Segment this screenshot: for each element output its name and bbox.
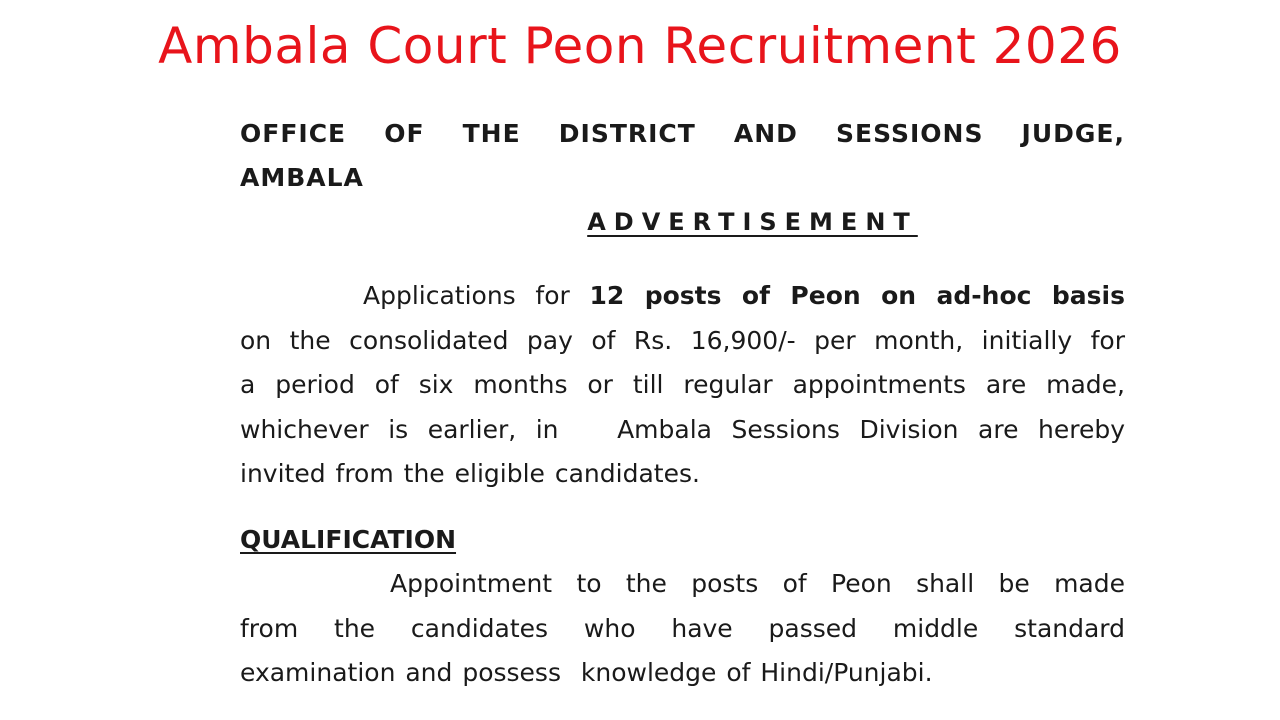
- intro-line-2: on the consolidated pay of Rs. 16,900/- per month, initially for: [240, 325, 1125, 355]
- office-name-line-2: AMBALA: [240, 163, 364, 192]
- intro-line-5: invited from the eligible candidates.: [240, 459, 700, 489]
- intro-highlight: 12 posts of Peon on ad-hoc basis: [589, 281, 1125, 310]
- intro-lead: Applications for: [363, 281, 570, 310]
- qualification-line-3: examination and possess knowledge of Hindi/Punjabi.: [240, 658, 933, 688]
- advertisement-document: [240, 112, 1125, 696]
- qualification-line-2: from the candidates who have passed middle standard: [240, 613, 1125, 643]
- qualification-paragraph: [240, 562, 1125, 696]
- intro-line-3: a period of six months or till regular appointments are made,: [240, 370, 1125, 400]
- qualification-line-1: Appointment to the posts of Peon shall be made: [390, 568, 1125, 598]
- advertisement-heading-text: ADVERTISEMENT: [587, 208, 918, 236]
- intro-paragraph: [240, 274, 1125, 497]
- qualification-heading-text: QUALIFICATION: [240, 524, 457, 554]
- page-title: Ambala Court Peon Recruitment 2026: [158, 17, 1122, 75]
- office-name-line-1: OFFICE OF THE DISTRICT AND SESSIONS JUDGE,: [240, 119, 1125, 148]
- intro-line-1: [240, 274, 1125, 319]
- qualification-heading: [240, 518, 1125, 562]
- advertisement-heading: [240, 200, 1125, 244]
- intro-line-4: whichever is earlier, in Ambala Sessions Division are hereby: [240, 414, 1125, 444]
